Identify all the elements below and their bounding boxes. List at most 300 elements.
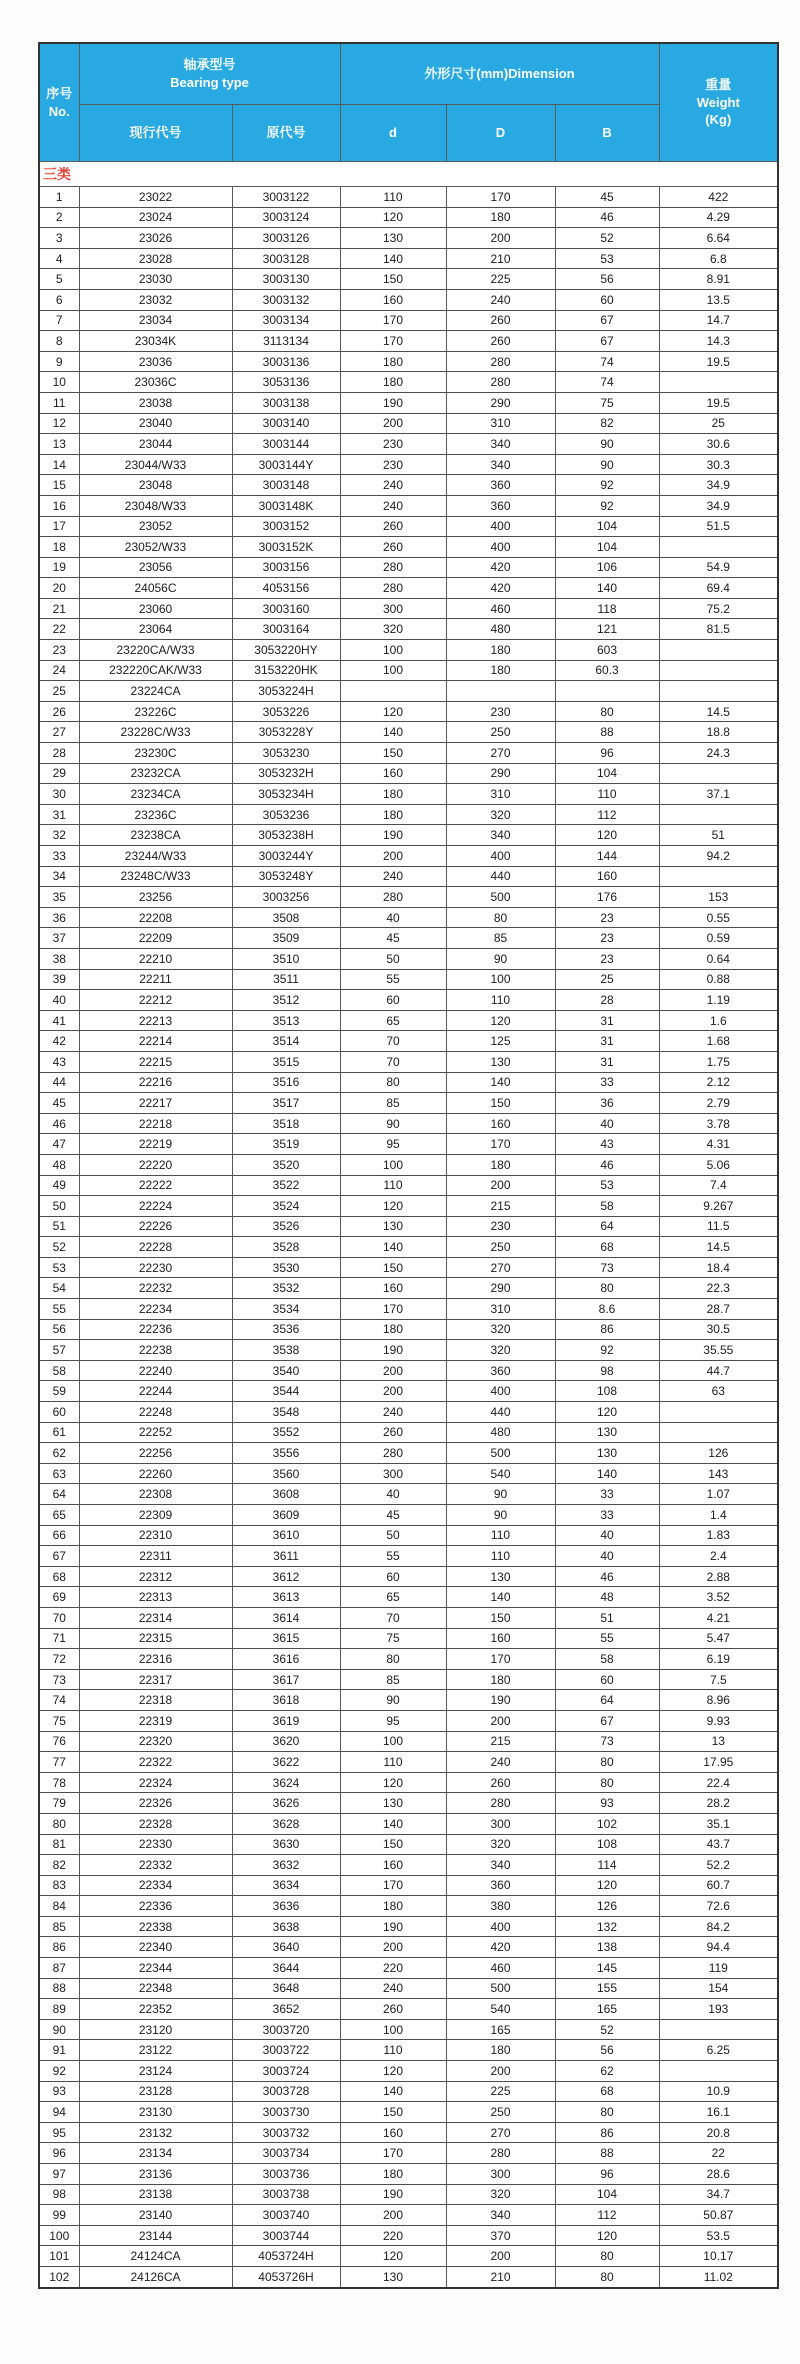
weight-cell — [659, 2061, 778, 2082]
table-row — [39, 763, 778, 784]
current-code-cell: 23244/W33 — [79, 846, 232, 867]
dim-d-cell: 80 — [340, 1072, 446, 1093]
old-code-cell: 3053238H — [232, 825, 340, 846]
dim-B-cell: 64 — [555, 1690, 659, 1711]
dim-D-cell: 360 — [446, 475, 555, 496]
weight-cell: 30.6 — [659, 434, 778, 455]
dim-D-cell: 225 — [446, 2081, 555, 2102]
row-no: 74 — [39, 1690, 79, 1711]
dim-B-cell: 106 — [555, 557, 659, 578]
current-code-cell: 22308 — [79, 1484, 232, 1505]
row-no: 84 — [39, 1896, 79, 1917]
dim-B-cell: 45 — [555, 187, 659, 208]
current-code-cell: 22309 — [79, 1505, 232, 1526]
table-row — [39, 1257, 778, 1278]
weight-cell: 1.75 — [659, 1051, 778, 1072]
dim-d-cell: 80 — [340, 1649, 446, 1670]
table-row — [39, 1875, 778, 1896]
dim-B-cell: 36 — [555, 1093, 659, 1114]
current-code-cell: 23232CA — [79, 763, 232, 784]
current-code-cell: 23064 — [79, 619, 232, 640]
dim-B-cell: 92 — [555, 1340, 659, 1361]
old-code-cell: 3003144Y — [232, 454, 340, 475]
weight-cell: 22 — [659, 2143, 778, 2164]
current-code-cell: 23022 — [79, 187, 232, 208]
table-row — [39, 2122, 778, 2143]
dim-B-cell: 68 — [555, 1237, 659, 1258]
dim-d-cell: 230 — [340, 434, 446, 455]
dim-D-cell: 110 — [446, 990, 555, 1011]
dim-B-cell: 52 — [555, 228, 659, 249]
old-code-cell: 3053228Y — [232, 722, 340, 743]
row-no: 102 — [39, 2266, 79, 2287]
old-code-cell: 3626 — [232, 1793, 340, 1814]
dim-d-cell: 150 — [340, 2102, 446, 2123]
old-code-cell: 3003128 — [232, 248, 340, 269]
dim-D-cell: 160 — [446, 1628, 555, 1649]
current-code-cell: 22212 — [79, 990, 232, 1011]
table-row — [39, 1484, 778, 1505]
old-code-cell: 3003152 — [232, 516, 340, 537]
row-no: 47 — [39, 1134, 79, 1155]
dim-d-cell: 120 — [340, 2061, 446, 2082]
dim-d-cell: 240 — [340, 1978, 446, 1999]
weight-cell: 3.78 — [659, 1113, 778, 1134]
dim-D-cell: 270 — [446, 743, 555, 764]
dim-d-cell: 200 — [340, 1937, 446, 1958]
weight-cell: 20.8 — [659, 2122, 778, 2143]
old-code-cell: 3003152K — [232, 537, 340, 558]
old-code-cell: 3003256 — [232, 887, 340, 908]
dim-D-cell: 180 — [446, 207, 555, 228]
old-code-cell: 3615 — [232, 1628, 340, 1649]
dim-D-cell: 480 — [446, 1422, 555, 1443]
old-code-cell: 3644 — [232, 1958, 340, 1979]
current-code-cell: 22215 — [79, 1051, 232, 1072]
old-code-cell: 3614 — [232, 1607, 340, 1628]
row-no: 57 — [39, 1340, 79, 1361]
table-row — [39, 2102, 778, 2123]
weight-cell: 1.4 — [659, 1505, 778, 1526]
table-row — [39, 1690, 778, 1711]
row-no: 82 — [39, 1855, 79, 1876]
header-weight-zh: 重量 — [705, 77, 732, 93]
weight-cell — [659, 866, 778, 887]
current-code-cell: 23256 — [79, 887, 232, 908]
dim-B-cell: 67 — [555, 331, 659, 352]
old-code-cell: 3517 — [232, 1093, 340, 1114]
dim-B-cell: 68 — [555, 2081, 659, 2102]
current-code-cell: 23128 — [79, 2081, 232, 2102]
weight-cell: 9.93 — [659, 1710, 778, 1731]
old-code-cell: 3536 — [232, 1319, 340, 1340]
weight-cell: 4.21 — [659, 1607, 778, 1628]
dim-d-cell: 160 — [340, 289, 446, 310]
current-code-cell: 23026 — [79, 228, 232, 249]
dim-d-cell: 150 — [340, 743, 446, 764]
dim-D-cell: 90 — [446, 1505, 555, 1526]
dim-D-cell: 400 — [446, 1381, 555, 1402]
dim-D-cell: 460 — [446, 598, 555, 619]
current-code-cell: 22310 — [79, 1525, 232, 1546]
old-code-cell: 4053726H — [232, 2266, 340, 2287]
row-no: 24 — [39, 660, 79, 681]
current-code-cell: 22238 — [79, 1340, 232, 1361]
dim-D-cell: 130 — [446, 1566, 555, 1587]
dim-B-cell: 31 — [555, 1051, 659, 1072]
row-no: 51 — [39, 1216, 79, 1237]
row-no: 70 — [39, 1607, 79, 1628]
dim-D-cell: 420 — [446, 557, 555, 578]
dim-D-cell: 400 — [446, 846, 555, 867]
dim-B-cell: 55 — [555, 1628, 659, 1649]
weight-cell: 0.88 — [659, 969, 778, 990]
row-no: 63 — [39, 1463, 79, 1484]
dim-B-cell: 140 — [555, 578, 659, 599]
dim-B-cell: 33 — [555, 1072, 659, 1093]
dim-d-cell: 70 — [340, 1051, 446, 1072]
dim-B-cell: 114 — [555, 1855, 659, 1876]
dim-d-cell: 190 — [340, 1916, 446, 1937]
dim-d-cell — [340, 681, 446, 702]
dim-D-cell: 360 — [446, 1875, 555, 1896]
row-no: 78 — [39, 1772, 79, 1793]
dim-D-cell: 140 — [446, 1072, 555, 1093]
table-row — [39, 1072, 778, 1093]
row-no: 33 — [39, 846, 79, 867]
dim-B-cell: 104 — [555, 763, 659, 784]
dim-d-cell: 180 — [340, 1896, 446, 1917]
old-code-cell: 3540 — [232, 1360, 340, 1381]
table-row — [39, 1669, 778, 1690]
dim-d-cell: 200 — [340, 1360, 446, 1381]
header-bearing-type — [79, 43, 340, 105]
old-code-cell: 3003130 — [232, 269, 340, 290]
row-no: 46 — [39, 1113, 79, 1134]
row-no: 55 — [39, 1299, 79, 1320]
dim-d-cell: 150 — [340, 1834, 446, 1855]
table-row — [39, 743, 778, 764]
table-row — [39, 1587, 778, 1608]
table-row — [39, 1381, 778, 1402]
current-code-cell: 24056C — [79, 578, 232, 599]
dim-B-cell: 43 — [555, 1134, 659, 1155]
dim-d-cell: 70 — [340, 1031, 446, 1052]
table-row — [39, 2040, 778, 2061]
old-code-cell: 3622 — [232, 1752, 340, 1773]
row-no: 99 — [39, 2205, 79, 2226]
old-code-cell: 3538 — [232, 1340, 340, 1361]
dim-B-cell: 120 — [555, 1875, 659, 1896]
row-no: 53 — [39, 1257, 79, 1278]
dim-D-cell: 320 — [446, 1319, 555, 1340]
weight-cell: 7.4 — [659, 1175, 778, 1196]
dim-B-cell: 80 — [555, 1752, 659, 1773]
row-no: 48 — [39, 1154, 79, 1175]
dim-B-cell: 80 — [555, 2246, 659, 2267]
row-no: 93 — [39, 2081, 79, 2102]
row-no: 3 — [39, 228, 79, 249]
weight-cell: 8.91 — [659, 269, 778, 290]
row-no: 81 — [39, 1834, 79, 1855]
table-row — [39, 990, 778, 1011]
table-row — [39, 495, 778, 516]
old-code-cell: 3003132 — [232, 289, 340, 310]
dim-d-cell: 60 — [340, 1566, 446, 1587]
weight-cell: 153 — [659, 887, 778, 908]
dim-B-cell: 56 — [555, 2040, 659, 2061]
weight-cell: 1.07 — [659, 1484, 778, 1505]
current-code-cell: 23052/W33 — [79, 537, 232, 558]
weight-cell: 28.7 — [659, 1299, 778, 1320]
dim-d-cell: 220 — [340, 1958, 446, 1979]
table-row — [39, 619, 778, 640]
old-code-cell: 3528 — [232, 1237, 340, 1258]
table-row — [39, 228, 778, 249]
weight-cell: 84.2 — [659, 1916, 778, 1937]
old-code-cell: 3003722 — [232, 2040, 340, 2061]
dim-D-cell: 260 — [446, 310, 555, 331]
row-no: 98 — [39, 2184, 79, 2205]
weight-cell: 11.5 — [659, 1216, 778, 1237]
dim-B-cell: 138 — [555, 1937, 659, 1958]
dim-D-cell: 280 — [446, 372, 555, 393]
weight-cell: 2.88 — [659, 1566, 778, 1587]
dim-B-cell: 90 — [555, 434, 659, 455]
old-code-cell: 3628 — [232, 1813, 340, 1834]
old-code-cell: 3003738 — [232, 2184, 340, 2205]
weight-cell: 10.9 — [659, 2081, 778, 2102]
dim-d-cell: 220 — [340, 2225, 446, 2246]
dim-B-cell: 96 — [555, 2164, 659, 2185]
table-row — [39, 701, 778, 722]
old-code-cell: 3508 — [232, 907, 340, 928]
old-code-cell: 3003138 — [232, 392, 340, 413]
table-row — [39, 1731, 778, 1752]
row-no: 17 — [39, 516, 79, 537]
row-no: 85 — [39, 1916, 79, 1937]
header-dim-d: d — [340, 105, 446, 162]
old-code-cell: 3530 — [232, 1257, 340, 1278]
weight-cell: 18.4 — [659, 1257, 778, 1278]
weight-cell: 35.55 — [659, 1340, 778, 1361]
weight-cell: 51.5 — [659, 516, 778, 537]
dim-D-cell: 250 — [446, 722, 555, 743]
weight-cell: 2.79 — [659, 1093, 778, 1114]
row-no: 56 — [39, 1319, 79, 1340]
dim-d-cell: 170 — [340, 1299, 446, 1320]
weight-cell — [659, 537, 778, 558]
dim-D-cell: 400 — [446, 516, 555, 537]
row-no: 62 — [39, 1443, 79, 1464]
current-code-cell: 22216 — [79, 1072, 232, 1093]
row-no: 77 — [39, 1752, 79, 1773]
weight-cell: 75.2 — [659, 598, 778, 619]
weight-cell: 28.2 — [659, 1793, 778, 1814]
dim-d-cell: 200 — [340, 2205, 446, 2226]
row-no: 14 — [39, 454, 79, 475]
dim-d-cell: 260 — [340, 1422, 446, 1443]
dim-d-cell: 130 — [340, 1216, 446, 1237]
dim-B-cell: 80 — [555, 1278, 659, 1299]
dim-B-cell: 120 — [555, 825, 659, 846]
row-no: 11 — [39, 392, 79, 413]
dim-d-cell: 70 — [340, 1607, 446, 1628]
dim-D-cell: 180 — [446, 2040, 555, 2061]
current-code-cell: 23132 — [79, 2122, 232, 2143]
weight-cell: 18.8 — [659, 722, 778, 743]
current-code-cell: 23234CA — [79, 784, 232, 805]
dim-D-cell: 460 — [446, 1958, 555, 1979]
dim-D-cell: 290 — [446, 763, 555, 784]
dim-B-cell: 86 — [555, 2122, 659, 2143]
dim-D-cell: 170 — [446, 1134, 555, 1155]
dim-D-cell: 260 — [446, 331, 555, 352]
row-no: 100 — [39, 2225, 79, 2246]
weight-cell: 143 — [659, 1463, 778, 1484]
weight-cell: 6.19 — [659, 1649, 778, 1670]
table-row — [39, 948, 778, 969]
weight-cell: 50.87 — [659, 2205, 778, 2226]
current-code-cell: 23124 — [79, 2061, 232, 2082]
dim-B-cell: 112 — [555, 2205, 659, 2226]
table-row — [39, 351, 778, 372]
table-row — [39, 2164, 778, 2185]
dim-B-cell: 40 — [555, 1113, 659, 1134]
old-code-cell: 3519 — [232, 1134, 340, 1155]
table-row — [39, 1402, 778, 1423]
old-code-cell: 3153220HK — [232, 660, 340, 681]
table-row — [39, 1422, 778, 1443]
table-row — [39, 1937, 778, 1958]
weight-cell: 43.7 — [659, 1834, 778, 1855]
weight-cell: 10.17 — [659, 2246, 778, 2267]
row-no: 18 — [39, 537, 79, 558]
current-code-cell: 23120 — [79, 2019, 232, 2040]
old-code-cell: 3618 — [232, 1690, 340, 1711]
dim-B-cell: 92 — [555, 495, 659, 516]
dim-D-cell: 215 — [446, 1731, 555, 1752]
table-row — [39, 1978, 778, 1999]
table-row — [39, 1896, 778, 1917]
dim-B-cell: 121 — [555, 619, 659, 640]
table-row — [39, 1710, 778, 1731]
table-row — [39, 187, 778, 208]
old-code-cell: 3053234H — [232, 784, 340, 805]
current-code-cell: 22232 — [79, 1278, 232, 1299]
dim-B-cell: 31 — [555, 1031, 659, 1052]
dim-B-cell: 23 — [555, 928, 659, 949]
table-row — [39, 1113, 778, 1134]
old-code-cell: 3003144 — [232, 434, 340, 455]
table-row — [39, 1237, 778, 1258]
dim-d-cell: 85 — [340, 1669, 446, 1690]
weight-cell — [659, 681, 778, 702]
dim-d-cell: 180 — [340, 804, 446, 825]
old-code-cell: 3003148 — [232, 475, 340, 496]
dim-B-cell: 74 — [555, 372, 659, 393]
dim-D-cell: 270 — [446, 1257, 555, 1278]
weight-cell — [659, 372, 778, 393]
table-row — [39, 516, 778, 537]
weight-cell: 6.25 — [659, 2040, 778, 2061]
dim-d-cell: 50 — [340, 1525, 446, 1546]
weight-cell: 35.1 — [659, 1813, 778, 1834]
old-code-cell: 3003122 — [232, 187, 340, 208]
header-bearing-type-zh: 轴承型号 — [183, 57, 236, 73]
current-code-cell: 22326 — [79, 1793, 232, 1814]
dim-D-cell: 100 — [446, 969, 555, 990]
old-code-cell: 3003732 — [232, 2122, 340, 2143]
dim-D-cell: 540 — [446, 1463, 555, 1484]
dim-D-cell: 480 — [446, 619, 555, 640]
current-code-cell: 23226C — [79, 701, 232, 722]
old-code-cell: 3552 — [232, 1422, 340, 1443]
weight-cell: 4.31 — [659, 1134, 778, 1155]
dim-B-cell: 53 — [555, 248, 659, 269]
row-no: 71 — [39, 1628, 79, 1649]
row-no: 29 — [39, 763, 79, 784]
dim-d-cell: 280 — [340, 578, 446, 599]
dim-D-cell: 500 — [446, 1443, 555, 1464]
row-no: 35 — [39, 887, 79, 908]
dim-d-cell: 120 — [340, 701, 446, 722]
table-row — [39, 1752, 778, 1773]
old-code-cell: 3616 — [232, 1649, 340, 1670]
table-row — [39, 289, 778, 310]
dim-D-cell: 440 — [446, 1402, 555, 1423]
current-code-cell: 22228 — [79, 1237, 232, 1258]
dim-d-cell: 180 — [340, 372, 446, 393]
table-row — [39, 207, 778, 228]
weight-cell: 30.5 — [659, 1319, 778, 1340]
table-row — [39, 1278, 778, 1299]
table-row — [39, 1546, 778, 1567]
dim-B-cell: 8.6 — [555, 1299, 659, 1320]
dim-d-cell: 100 — [340, 660, 446, 681]
current-code-cell: 23034K — [79, 331, 232, 352]
dim-d-cell: 180 — [340, 1319, 446, 1340]
dim-d-cell: 120 — [340, 207, 446, 228]
dim-B-cell: 98 — [555, 1360, 659, 1381]
header-dimension-label: 外形尺寸(mm)Dimension — [424, 66, 575, 82]
dim-d-cell: 100 — [340, 640, 446, 661]
old-code-cell: 3544 — [232, 1381, 340, 1402]
row-no: 87 — [39, 1958, 79, 1979]
old-code-cell: 3053136 — [232, 372, 340, 393]
dim-D-cell: 400 — [446, 537, 555, 558]
dim-D-cell: 90 — [446, 948, 555, 969]
weight-cell: 94.4 — [659, 1937, 778, 1958]
dim-d-cell: 55 — [340, 1546, 446, 1567]
current-code-cell: 22240 — [79, 1360, 232, 1381]
weight-cell: 30.3 — [659, 454, 778, 475]
table-row — [39, 2184, 778, 2205]
old-code-cell: 3518 — [232, 1113, 340, 1134]
old-code-cell: 3003136 — [232, 351, 340, 372]
row-no: 37 — [39, 928, 79, 949]
old-code-cell: 3640 — [232, 1937, 340, 1958]
dim-d-cell: 55 — [340, 969, 446, 990]
current-code-cell: 22312 — [79, 1566, 232, 1587]
dim-D-cell: 250 — [446, 1237, 555, 1258]
dim-D-cell: 200 — [446, 2246, 555, 2267]
current-code-cell: 22318 — [79, 1690, 232, 1711]
dim-D-cell: 230 — [446, 701, 555, 722]
dim-D-cell: 340 — [446, 825, 555, 846]
table-row — [39, 1607, 778, 1628]
header-old-code: 原代号 — [232, 105, 340, 162]
